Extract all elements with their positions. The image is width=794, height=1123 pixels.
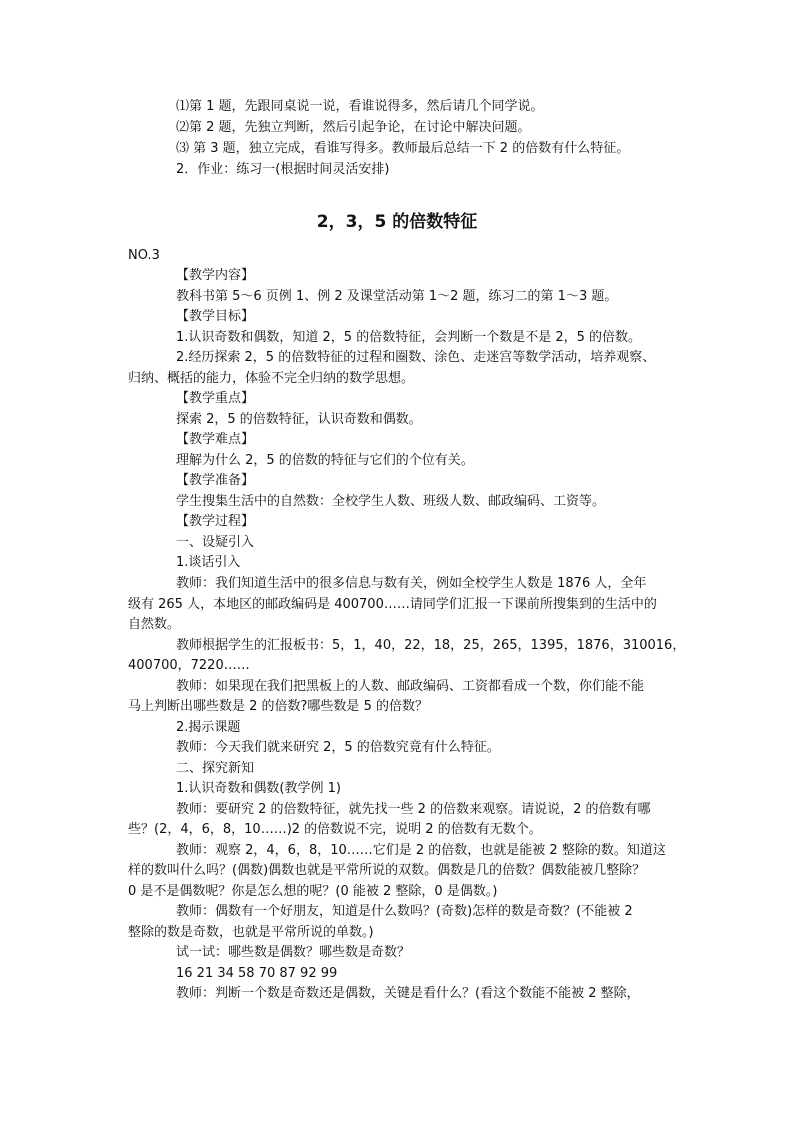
body-line: 理解为什么 2，5 的倍数的特征与它们的个位有关。 [176, 453, 474, 468]
body-line: 教师：偶数有一个好朋友，知道是什么数吗？(奇数)怎样的数是奇数？(不能被 2 [176, 904, 633, 919]
intro-line: ⑵第 2 题，先独立判断，然后引起争论，在讨论中解决问题。 [176, 120, 531, 135]
body-line: 整除的数是奇数，也就是平常所说的单数。) [128, 925, 374, 940]
body-line: 二、探究新知 [176, 761, 255, 776]
body-line: 2.揭示课题 [176, 720, 241, 735]
body-line: 教师根据学生的汇报板书：5，1，40，22，18，25，265，1395，1876，310016， [176, 638, 686, 653]
body-line: 1.认识奇数和偶数(教学例 1) [176, 781, 341, 796]
body-line: 学生搜集生活中的自然数：全校学生人数、班级人数、邮政编码、工资等。 [176, 494, 606, 509]
body-line: 教师：判断一个数是奇数还是偶数，关键是看什么？(看这个数能不能被 2 整除， [176, 986, 640, 1001]
body-line: 样的数叫什么吗？(偶数)偶数也就是平常所说的双数。偶数是几的倍数？偶数能被几整除？ [128, 863, 646, 878]
intro-line: ⑴第 1 题，先跟同桌说一说，看谁说得多，然后请几个同学说。 [176, 99, 544, 114]
body-line: 教师：要研究 2 的倍数特征，就先找一些 2 的倍数来观察。请说说，2 的倍数有哪 [176, 802, 651, 817]
body-line: 1.谈话引入 [176, 555, 241, 570]
section-heading: 【教学过程】 [176, 514, 255, 529]
page-title: 2，3，5 的倍数特征 [316, 212, 478, 232]
section-heading: 【教学内容】 [176, 268, 255, 283]
body-line: 教师：我们知道生活中的很多信息与数有关，例如全校学生人数是 1876 人，全年 [176, 576, 647, 591]
body-line: 0 是不是偶数呢？你是怎么想的呢？(0 能被 2 整除，0 是偶数。) [128, 884, 498, 899]
body-line: 马上判断出哪些数是 2 的倍数?哪些数是 5 的倍数？ [128, 699, 428, 714]
body-line: 些？(2，4，6，8，10……)2 的倍数说不完，说明 2 的倍数有无数个。 [128, 822, 542, 837]
intro-line: 2．作业：练习一(根据时间灵活安排) [176, 162, 390, 177]
body-line: 400700，7220…… [128, 658, 250, 673]
body-line: 自然数。 [128, 617, 181, 632]
body-line: 教师：今天我们就来研究 2，5 的倍数究竟有什么特征。 [176, 740, 500, 755]
section-heading: 【教学准备】 [176, 473, 255, 488]
section-heading: 【教学难点】 [176, 432, 255, 447]
body-line: 试一试：哪些数是偶数？哪些数是奇数？ [176, 945, 411, 960]
body-line: 2.经历探索 2，5 的倍数特征的过程和圈数、涂色、走迷宫等数学活动，培养观察、 [176, 350, 656, 365]
body-line: 教师：观察 2，4，6，8，10……它们是 2 的倍数，也就是能被 2 整除的数。知道这 [176, 843, 666, 858]
body-line: 探索 2，5 的倍数特征，认识奇数和偶数。 [176, 412, 422, 427]
section-heading: 【教学重点】 [176, 391, 255, 406]
body-line: 级有 265 人，本地区的邮政编码是 400700……请同学们汇报一下课前所搜集到的生活中的 [128, 597, 657, 612]
body-line: 1.认识奇数和偶数，知道 2，5 的倍数特征，会判断一个数是不是 2，5 的倍数。 [176, 330, 642, 345]
body-line: 归纳、概括的能力，体验不完全归纳的数学思想。 [128, 371, 415, 386]
body-line: 教科书第 5～6 页例 1、例 2 及课堂活动第 1～2 题，练习二的第 1～3 题。 [176, 289, 618, 304]
number-list: 16 21 34 58 70 87 92 99 [176, 966, 338, 981]
body-line: 一、设疑引入 [176, 535, 255, 550]
section-heading: 【教学目标】 [176, 309, 255, 324]
body-line: 教师：如果现在我们把黑板上的人数、邮政编码、工资都看成一个数，你们能不能 [176, 679, 645, 694]
lesson-number: NO.3 [128, 248, 160, 263]
intro-line: ⑶ 第 3 题，独立完成，看谁写得多。教师最后总结一下 2 的倍数有什么特征。 [176, 141, 630, 156]
